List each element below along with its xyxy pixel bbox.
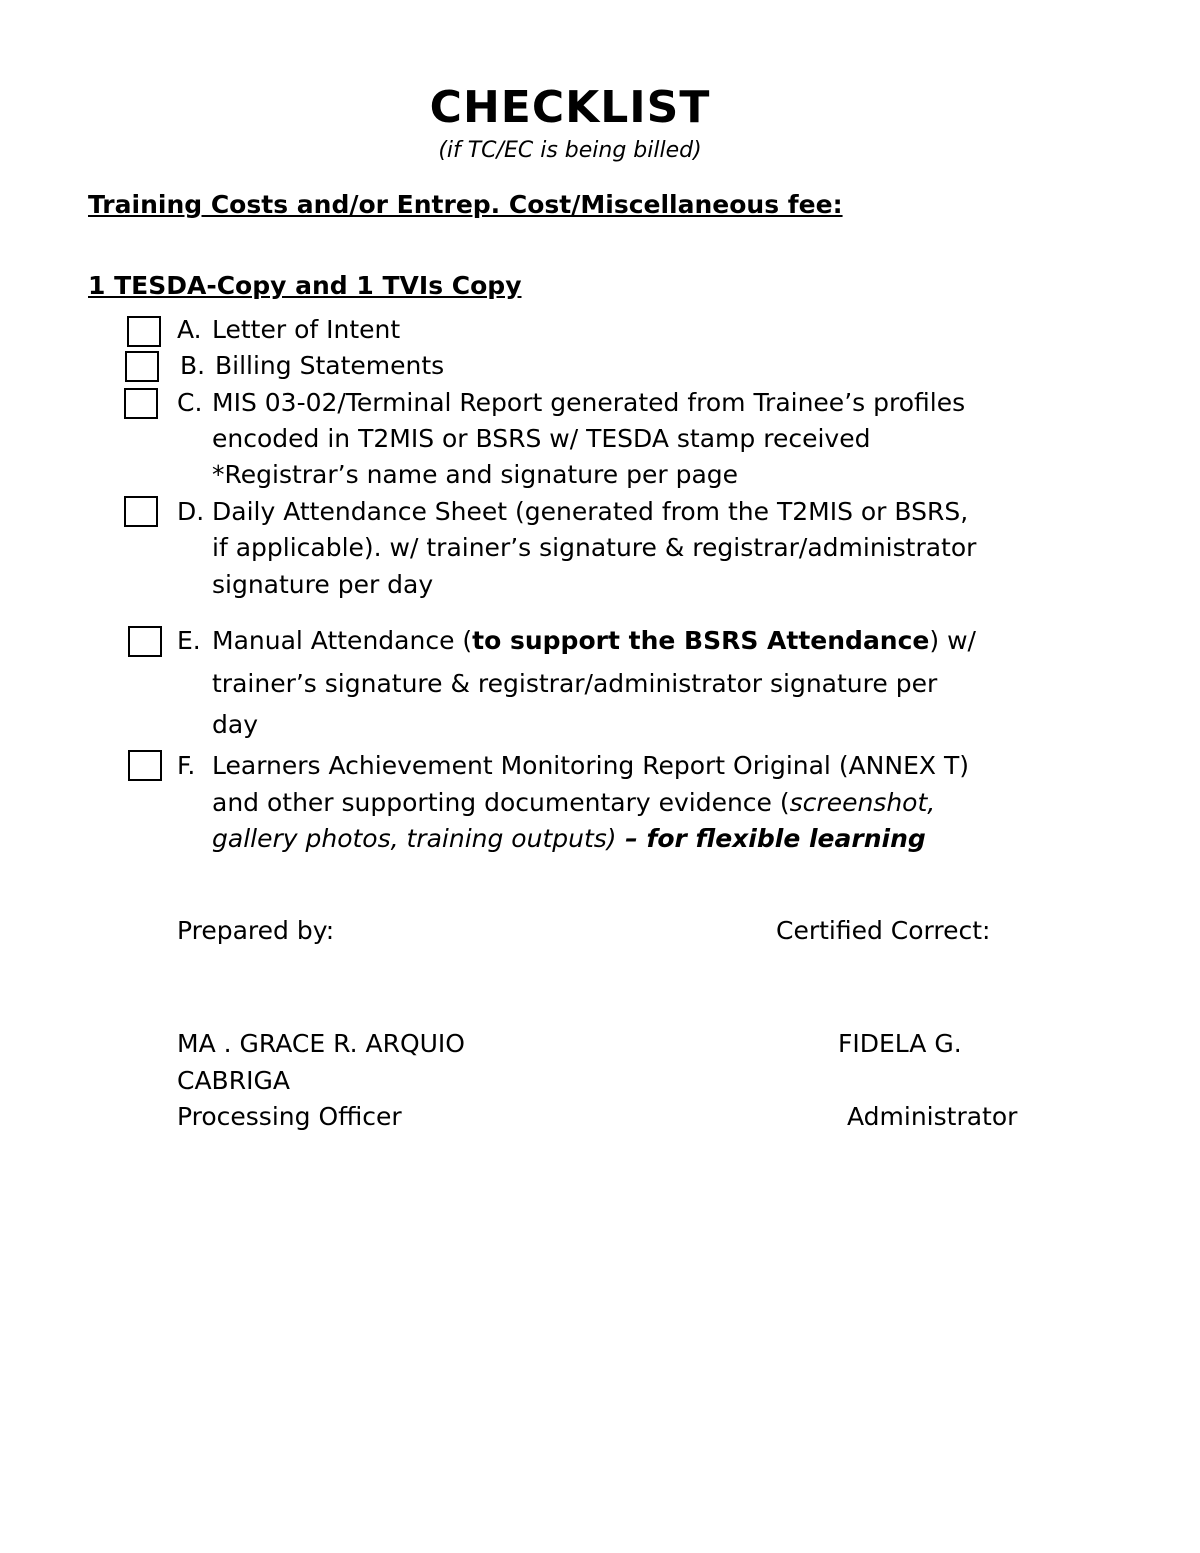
item-text-line: signature per day: [212, 570, 434, 599]
item-text-segment: ) w/: [929, 626, 976, 655]
checkbox-c[interactable]: [124, 388, 158, 419]
checkbox-b[interactable]: [125, 351, 159, 382]
item-text-line: MIS 03-02/Terminal Report generated from Trainee’s profiles: [212, 388, 966, 417]
preparer-title: Processing Officer: [177, 1102, 402, 1131]
item-text-line: [212, 821, 926, 857]
item-text-italic: gallery photos, training outputs): [212, 824, 617, 853]
prepared-by-label: Prepared by:: [177, 916, 335, 945]
certifier-name-line1: FIDELA G.: [838, 1029, 962, 1058]
checkbox-f[interactable]: [128, 750, 162, 781]
item-text-line: trainer’s signature & registrar/administrator signature per: [212, 669, 938, 698]
item-text-line: [212, 785, 935, 821]
checkbox-d[interactable]: [124, 496, 158, 527]
preparer-name: MA . GRACE R. ARQUIO: [177, 1029, 465, 1058]
item-letter: B.: [180, 351, 206, 380]
item-letter: D.: [177, 497, 205, 526]
item-text-line: Daily Attendance Sheet (generated from the T2MIS or BSRS,: [212, 497, 969, 526]
page-subtitle: (if TC/EC is being billed): [438, 138, 702, 163]
item-text: Letter of Intent: [212, 315, 401, 344]
item-text-emphasis: – for flexible learning: [616, 824, 926, 853]
item-text-line: day: [212, 710, 258, 739]
item-text-segment: and other supporting documentary evidence (: [212, 788, 790, 817]
checkbox-e[interactable]: [128, 626, 162, 657]
item-text-line: encoded in T2MIS or BSRS w/ TESDA stamp received: [212, 424, 871, 453]
page-title: CHECKLIST: [429, 82, 711, 133]
item-text-line: *Registrar’s name and signature per page: [212, 460, 739, 489]
certifier-name-line2: CABRIGA: [177, 1066, 290, 1095]
item-text-italic: screenshot,: [789, 788, 936, 817]
item-letter: E.: [177, 626, 201, 655]
checkbox-a[interactable]: [127, 316, 161, 347]
costs-heading: Training Costs and/or Entrep. Cost/Miscellaneous fee:: [88, 190, 843, 219]
item-text: Billing Statements: [215, 351, 445, 380]
item-text-line: [212, 623, 976, 659]
item-text-emphasis: to support the BSRS Attendance: [472, 626, 930, 655]
copies-heading: 1 TESDA-Copy and 1 TVIs Copy: [88, 271, 522, 300]
item-letter: A.: [177, 315, 202, 344]
certified-correct-label: Certified Correct:: [776, 916, 991, 945]
item-letter: F.: [177, 751, 196, 780]
item-letter: C.: [177, 388, 203, 417]
item-text-segment: Manual Attendance (: [212, 626, 473, 655]
item-text-line: if applicable). w/ trainer’s signature & registrar/administrator: [212, 533, 977, 562]
item-text-line: Learners Achievement Monitoring Report Original (ANNEX T): [212, 751, 969, 780]
certifier-title: Administrator: [847, 1102, 1018, 1131]
